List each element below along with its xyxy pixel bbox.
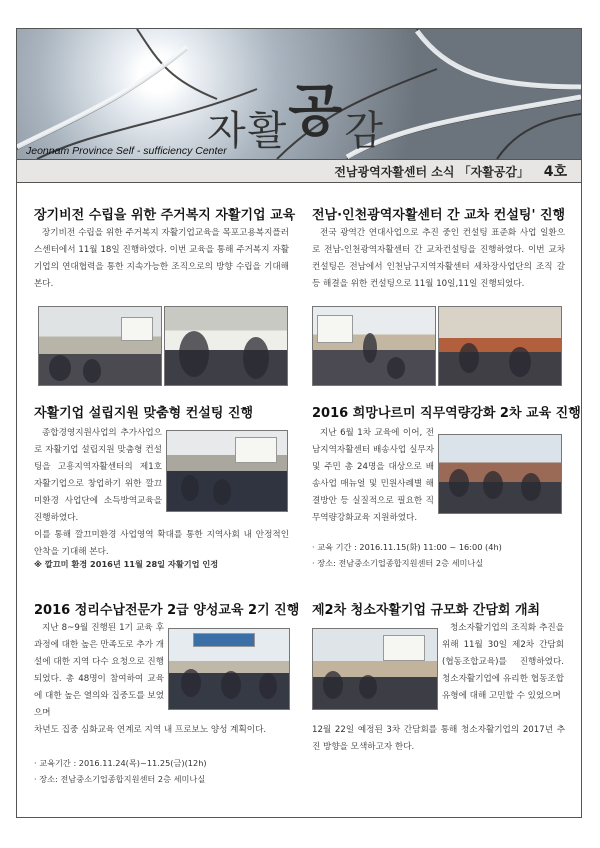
newsletter-name: 전남광역자활센터 소식 「자활공감」 xyxy=(334,165,529,179)
article-title: 전남·인천광역자활센터 간 교차 컨설팅' 진행 xyxy=(312,208,566,223)
article-title: 2016 희망나르미 직무역량강화 2차 교육 진행 xyxy=(312,406,581,421)
article-photo xyxy=(312,306,436,386)
article-body-continued: 12월 22일 예정된 3차 간담회를 통해 청소자활기업의 2017년 추진 방향을 모색하고자 한다. xyxy=(312,725,565,752)
newsletter-title xyxy=(207,78,386,159)
article-body: 지난 6월 1차 교육에 이어, 전남지역자활센터 배송사업 실무자 및 주민 총 24명을 대상으로 배송사업 매뉴얼 및 민원사례별 해결방안 등 실질적으로 필요한 직무역량강화교육 지원하였다. xyxy=(312,428,434,523)
title-big: 공 xyxy=(288,78,345,144)
article-title: 제2차 청소자활기업 규모화 간담회 개최 xyxy=(312,603,541,618)
article-title: 자활기업 설립지원 맞춤형 컨설팅 진행 xyxy=(34,406,254,421)
header-bar xyxy=(17,159,581,183)
article-body: 청소자활기업의 조직화 추진을 위해 11월 30일 제2차 간담회(협동조합교육)를 진행하였다. 청소자활기업에 유리한 협동조합 유형에 대해 고민할 수 있었으며 xyxy=(442,623,564,701)
article-body: 지난 8~9월 진행된 1기 교육 후 과정에 대한 높은 만족도로 추가 개설에 대한 지역 다수 요청으로 진행되었다. 총 48명이 참여하여 교육에 대한 높은 열의와 집중도를 보였으며 xyxy=(34,623,164,718)
article-photo xyxy=(438,306,562,386)
article-photo xyxy=(38,306,162,386)
article-body: 전국 광역간 연대사업으로 추진 중인 컨설팅 표준화 사업 일환으로 전남-인천광역자활센터 간 교차컨설팅을 진행하였다. 이번 교차컨설팅은 전남에서 인천남구지역자활센터 세차장사업단의 조직 갈등 해결을 위한 컨설팅으로 11월 10일,11일 진행되었다. xyxy=(312,228,565,289)
article-photo xyxy=(312,628,438,710)
article-photo xyxy=(166,430,288,512)
banner-frost-image xyxy=(17,29,581,159)
article-photo xyxy=(438,434,562,514)
title-right: 감 xyxy=(344,108,386,154)
issue-number: 4호 xyxy=(543,164,567,180)
center-english-name: Jeonnam Province Self - sufficiency Center xyxy=(26,145,227,157)
article-title: 장기비전 수립을 위한 주거복지 자활기업 교육 xyxy=(34,208,296,223)
article-body: 종합경영지원사업의 추가사업으로 자활기업 설립지원 맞춤형 컨설팅을 고흥지역자활센터의 제1호 자활기업으로 창업하기 위한 깔끄미환경 사업단에 소득방역교육을 진행하였다. xyxy=(34,428,162,523)
title-left: 자활 xyxy=(207,108,289,154)
article-photo xyxy=(168,628,290,710)
education-period: · 교육 기간 : 2016.11.15(화) 11:00 ~ 16:00 (4h) xyxy=(312,542,502,552)
article-body-continued: 차년도 집중 심화교육 연계로 지역 내 프로보노 양성 계획이다. xyxy=(34,725,267,735)
education-location: · 장소: 전남중소기업종합지원센터 2층 세미나실 xyxy=(34,774,206,784)
education-location: · 장소: 전남중소기업종합지원센터 2층 세미나실 xyxy=(312,558,484,568)
article-title: 2016 정리수납전문가 2급 양성교육 2기 진행 xyxy=(34,603,300,618)
education-period: · 교육기간 : 2016.11.24(목)~11.25(금)(12h) xyxy=(34,758,207,768)
article-body: 장기비전 수립을 위한 주거복지 자활기업교육을 목포고용복지플러스센터에서 11월 18일 진행하였다. 이번 교육을 통해 주거복지 자활기업의 연대협력을 통한 지속가능한 조직으로의 방향 수립을 기대해 본다. xyxy=(34,228,289,289)
article-note: ※ 깔끄미 환경 2016년 11월 28일 자활기업 인정 xyxy=(34,559,219,569)
article-body-continued: 이를 통해 깔끄미환경 사업영역 확대를 통한 지역사회 내 안정적인 안착을 기대해 본다. xyxy=(34,530,289,557)
article-photo xyxy=(164,306,288,386)
